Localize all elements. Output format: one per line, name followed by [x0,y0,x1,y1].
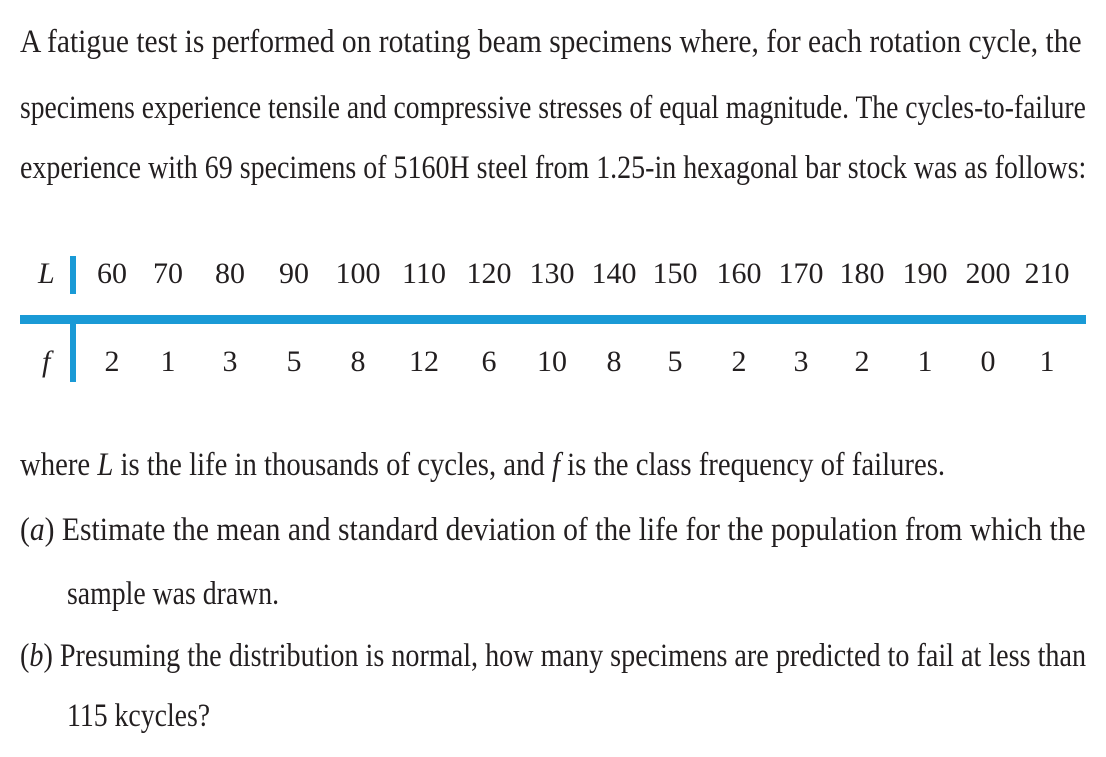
definition-f-symbol: f [551,447,560,483]
table-cell-f: 1 [917,345,933,378]
row-label-L: L [38,257,55,290]
table-cell-L: 190 [902,257,948,290]
table-cell-f: 6 [481,345,497,378]
table-cell-L: 180 [839,257,885,290]
table-cell-f: 3 [222,345,238,378]
table-cell-f: 5 [667,345,683,378]
definition-L-symbol: L [97,447,114,483]
table-cell-f: 1 [160,345,176,378]
table-cell-L: 200 [965,257,1011,290]
part-b-letter: b [29,638,44,674]
table-cell-f: 8 [350,345,366,378]
table-cell-L: 70 [153,257,183,290]
definition-pre: where [20,447,98,483]
intro-line-1: A fatigue test is performed on rotating beam specimens where, for each rotation cycle, the [20,24,1082,60]
part-b-text-1: Presuming the distribution is normal, how many specimens are predicted to fail at less than [52,638,1087,674]
definition-line [20,449,945,482]
table-cell-L: 140 [591,257,637,290]
table-cell-L: 160 [716,257,762,290]
definition-post: is the class frequency of failures. [559,447,946,483]
table-cell-L: 110 [402,257,446,290]
definition-mid: is the life in thousands of cycles, and [113,447,552,483]
intro-line-2: specimens experience tensile and compressive stresses of equal magnitude. The cycles-to-failure [20,90,1086,126]
table-vertical-rule-top [70,256,76,294]
table-row-frequency [20,342,1086,382]
table-cell-L: 60 [97,257,127,290]
table-cell-L: 90 [279,257,309,290]
table-cell-L: 120 [466,257,512,290]
table-cell-f: 2 [731,345,747,378]
table-cell-L: 100 [335,257,381,290]
table-cell-f: 10 [537,345,567,378]
table-cell-L: 130 [529,257,575,290]
intro-line-3: experience with 69 specimens of 5160H steel from 1.25-in hexagonal bar stock was as follows: [20,150,1087,186]
part-a-line-1: (a) Estimate the mean and standard deviation of the life for the population from which the [20,512,1086,548]
table-row-life [20,254,1086,294]
part-a-text-1: Estimate the mean and standard deviation of the life for the population from which the [54,512,1086,548]
table-cell-f: 5 [286,345,302,378]
part-a-line-2: sample was drawn. [67,576,280,612]
part-b-line-2: 115 kcycles? [67,698,211,734]
table-horizontal-rule [20,315,1086,324]
table-cell-f: 3 [793,345,809,378]
table-cell-f: 2 [104,345,120,378]
table-cell-L: 210 [1024,257,1070,290]
table-cell-f: 12 [409,345,439,378]
table-cell-f: 2 [854,345,870,378]
table-cell-f: 1 [1039,345,1055,378]
table-cell-f: 0 [980,345,996,378]
table-cell-L: 170 [778,257,824,290]
part-b-line-1: (b) Presuming the distribution is normal, how many specimens are predicted to fail at less than [20,638,1087,674]
table-cell-f: 8 [606,345,622,378]
table-cell-L: 80 [215,257,245,290]
table-cell-L: 150 [652,257,698,290]
row-label-f: f [42,345,51,378]
part-a-letter: a [29,512,45,548]
